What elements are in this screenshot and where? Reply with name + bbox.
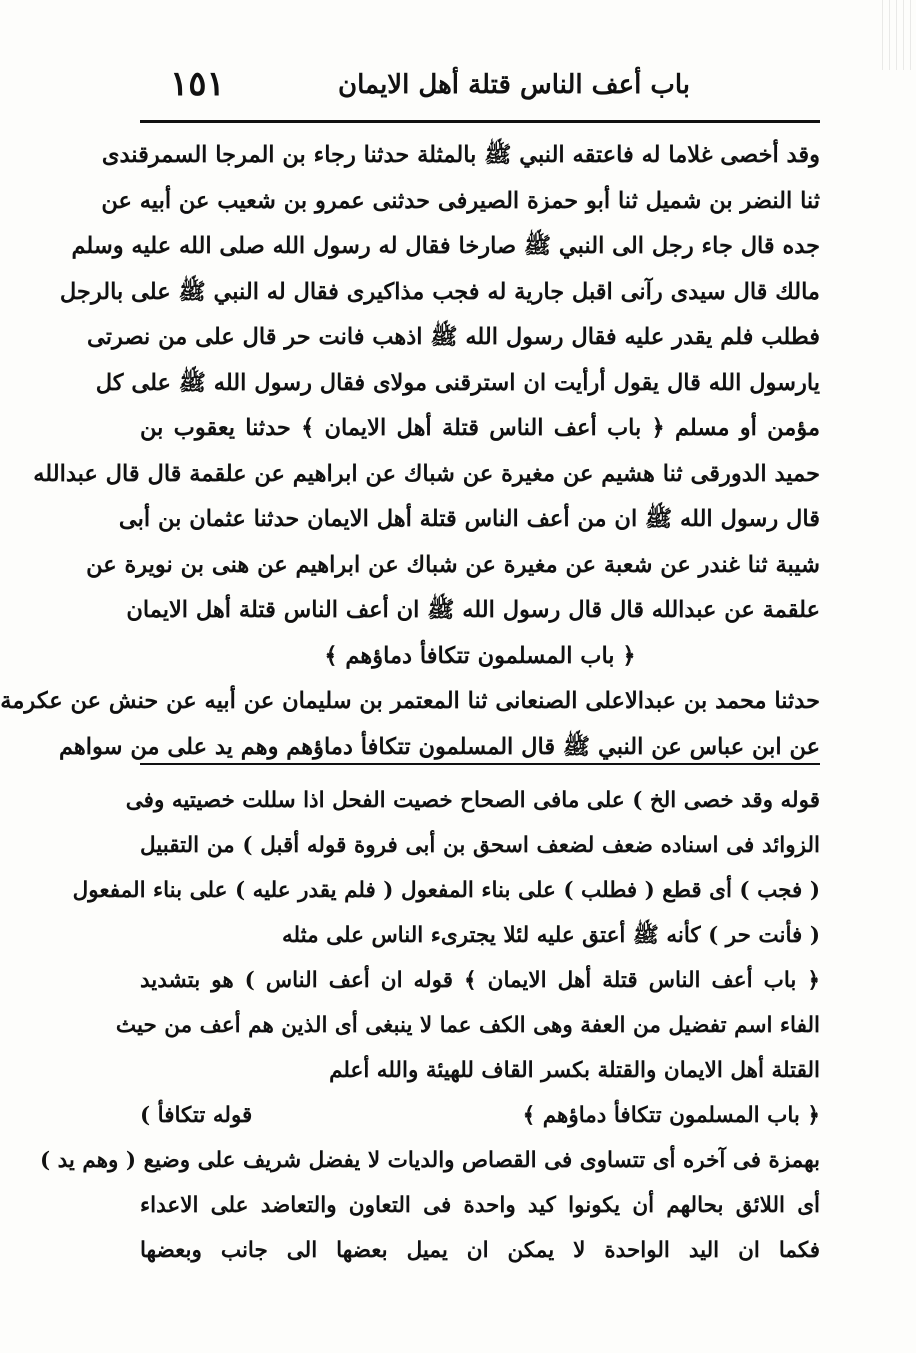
header-rule: [140, 120, 820, 123]
note-line: الزوائد فى اسناده ضعف لضعف اسحق بن أبى فروة قوله أقبل ) من التقبيل: [140, 833, 820, 858]
text-line: حدثنا محمد بن عبدالاعلى الصنعانى ثنا المعتمر بن سليمان عن أبيه عن حنش عن عكرمة: [0, 688, 820, 714]
text-line: جده قال جاء رجل الى النبي ﷺ صارخا فقال له رسول الله صلى الله عليه وسلم: [71, 233, 820, 259]
text-line: قال رسول الله ﷺ ان من أعف الناس قتلة أهل الايمان حدثنا عثمان بن أبى: [118, 506, 820, 532]
text-line: وقد أخصى غلاما له فاعتقه النبي ﷺ بالمثلة حدثنا رجاء بن المرجا السمرقندى: [101, 142, 820, 168]
note-section-heading: ﴿ باب المسلمون تتكافأ دماؤهم ﴾: [522, 1103, 820, 1128]
note-line: الفاء اسم تفضيل من العفة وهى الكف عما لا ينبغى أى الذين هم أعف من حيث: [115, 1013, 820, 1038]
page-number: ١٥١: [170, 64, 225, 104]
text-line: عن ابن عباس عن النبي ﷺ قال المسلمون تتكافأ دماؤهم وهم يد على من سواهم: [58, 733, 820, 760]
note-line: بهمزة فى آخره أى تتساوى فى القصاص والديات لا يفضل شريف على وضيع ( وهم يد ): [39, 1148, 820, 1173]
chapter-title: باب أعف الناس قتلة أهل الايمان: [338, 70, 690, 100]
page-edge-specks: [876, 0, 916, 70]
commentary-text: [39, 778, 820, 1273]
page-header: [140, 60, 820, 118]
text-line: ثنا النضر بن شميل ثنا أبو حمزة الصيرفى حدثنى عمرو بن شعيب عن أبيه عن: [101, 187, 820, 214]
note-heading-line: [140, 1093, 820, 1138]
text-line: شيبة ثنا غندر عن شعبة عن مغيرة عن شباك عن ابراهيم عن هنى بن نويرة عن: [86, 551, 820, 578]
text-line: فطلب فلم يقدر عليه فقال رسول الله ﷺ اذهب فانت حر قال على من نصرتى: [87, 324, 820, 350]
text-line: مؤمن أو مسلم ﴿ باب أعف الناس قتلة أهل الايمان ﴾ حدثنا يعقوب بن: [140, 415, 820, 441]
note-line: ﴿ باب أعف الناس قتلة أهل الايمان ﴾ قوله ان أعف الناس ) هو بتشديد: [140, 968, 820, 993]
footnote-separator: [140, 763, 820, 765]
text-line: مالك قال سيدى رآنى اقبل جارية له فجب مذاكيرى فقال له النبي ﷺ على بالرجل: [59, 278, 820, 305]
note-line: القتلة أهل الايمان والقتلة بكسر القاف للهيئة والله أعلم: [329, 1058, 820, 1083]
note-lemma: قوله تتكافأ ): [140, 1103, 253, 1128]
note-line: ( فجب ) أى قطع ( فطلب ) على بناء المفعول ( فلم يقدر عليه ) على بناء المفعول: [72, 878, 820, 903]
section-heading: ﴿ باب المسلمون تتكافأ دماؤهم ﴾: [324, 642, 636, 669]
text-line: علقمة عن عبدالله قال قال رسول الله ﷺ ان أعف الناس قتلة أهل الايمان: [126, 597, 820, 623]
main-text: [0, 133, 820, 770]
note-line: فكما ان اليد الواحدة لا يمكن ان يميل بعضها الى جانب وبعضها: [140, 1238, 820, 1263]
text-line: حميد الدورقى ثنا هشيم عن مغيرة عن شباك عن ابراهيم عن علقمة قال قال عبدالله: [33, 460, 820, 487]
note-line: أى اللائق بحالهم أن يكونوا كيد واحدة فى التعاون والتعاضد على الاعداء: [140, 1193, 820, 1218]
text-line: يارسول الله قال يقول أرأيت ان استرقنى مولاى فقال رسول الله ﷺ على كل: [95, 369, 820, 396]
note-line: ( فأنت حر ) كأنه ﷺ أعتق عليه لئلا يجترىء الناس على مثله: [281, 923, 820, 948]
note-line: قوله وقد خصى الخ ) على مافى الصحاح خصيت الفحل اذا سللت خصيتيه وفى: [125, 788, 820, 813]
